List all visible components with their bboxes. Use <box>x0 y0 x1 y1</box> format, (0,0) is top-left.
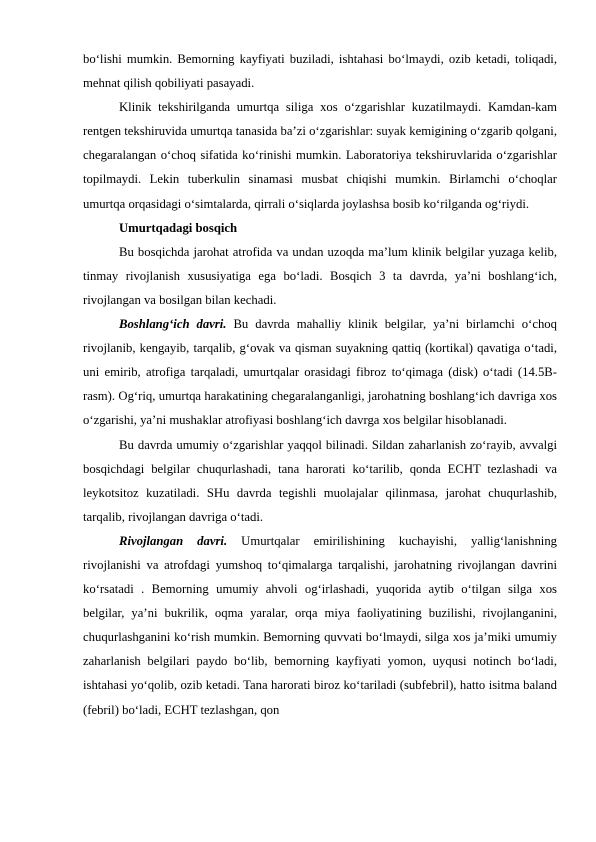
section-heading: Umurtqadagi bosqich <box>119 220 238 235</box>
paragraph-developed-period-text: Umurtqalar emirilishining kuchayishi, yallig‘lanishning rivojlanishi va atrofdagi yumshoq to‘qimalarga tarqalishi, jarohatning rivojlangan davrini ko‘rsatadi . Bemorning umumiy ahvoli og‘irlashadi, yuqorida aytib o‘tilgan silga xos belgilar, ya’ni bukrilik, oqma yaralar, orqa miya faoliyatining buzilishi, rivojlanganini, chuqurlashganini ko‘rish mumkin. Bemorning quvvati bo‘lmaydi, silga xos ja’miki umumiy zaharlanish belgilari paydo bo‘lib, bemorning kayfiyati yomon, uyqusi notinch bo‘ladi, ishtahasi yo‘qolib, ozib ketadi. Tana harorati biroz ko‘tariladi (subfebril), hatto isitma baland (febril) bo‘ladi, ECHT tezlashgan, qon <box>83 533 558 717</box>
paragraph-stage-overview: Bu bosqichda jarohat atrofida va undan uzoqda ma’lum klinik belgilar yuzaga kelib, tinmay rivojlanish xususiyatiga ega bo‘ladi. Bosqich 3 ta davrda, ya’ni boshlang‘ich, rivojlangan va bosilgan bilan kechadi. <box>83 244 557 307</box>
paragraph-initial-period <box>83 312 557 432</box>
term-developed-period: Rivojlangan davri. <box>119 533 228 548</box>
paragraph-clinical-examination: Klinik tekshirilganda umurtqa siliga xos o‘zgarishlar kuzatilmaydi. Kamdan-kam rentgen tekshiruvida umurtqa tanasida ba’zi o‘zgarishlar: suyak kemigining o‘zgarib qolgani, chegaralangan o‘choq sifatida ko‘rinishi mumkin. Laboratoriya tekshiruvlarida o‘zgarishlar topilmaydi. Lekin tuberkulin sinamasi musbat chiqishi mumkin. Birlamchi o‘choqlar umurtqa orqasidagi o‘simtalarda, qirrali o‘siqlarda joylashsa bosib ko‘rilganda og‘riydi. <box>83 100 557 211</box>
document-page <box>83 47 557 722</box>
paragraph-continuation: bo‘lishi mumkin. Bemorning kayfiyati buziladi, ishtahasi bo‘lmaydi, ozib ketadi, toliqadi, mehnat qilish qobiliyati pasayadi. <box>83 52 557 91</box>
paragraph-initial-period-text: Bu davrda mahalliy klinik belgilar, ya’ni birlamchi o‘choq rivojlanib, kengayib, tarqalib, g‘ovak va qisman suyakning qattiq (kortikal) qavatiga o‘tadi, uni emirib, atrofiga tarqaladi, umurtqalar orasidagi fibroz to‘qimaga (disk) o‘tadi (14.5B-rasm). Og‘riq, umurtqa harakatining chegaralanganligi, jarohatning boshlang‘ich davriga xos o‘zgarishi, ya’ni mushaklar atrofiyasi boshlang‘ich davrga xos belgilar hisoblanadi. <box>83 317 557 428</box>
term-initial-period: Boshlang‘ich davri. <box>119 317 227 332</box>
paragraph-developed-period <box>83 529 557 722</box>
paragraph-general-changes: Bu davrda umumiy o‘zgarishlar yaqqol bilinadi. Sildan zaharlanish zo‘rayib, avvalgi bosqichdagi belgilar chuqurlashadi, tana harorati ko‘tarilib, qonda ECHT tezlashadi va leykotsitoz kuzatiladi. SHu davrda tegishli muolajalar qilinmasa, jarohat chuqurlashib, tarqalib, rivojlangan davriga o‘tadi. <box>83 437 557 524</box>
